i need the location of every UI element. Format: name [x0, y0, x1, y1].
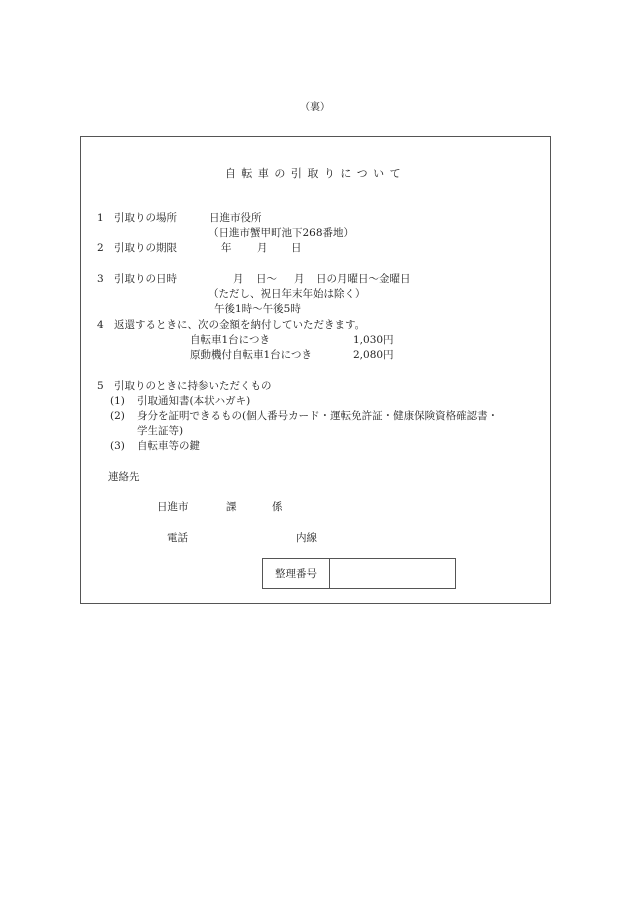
- item5-sub3-number: (3): [110, 440, 125, 452]
- item3-month1: 月: [233, 273, 244, 285]
- item4-fee2-label: 原動機付自転車1台につき: [190, 349, 312, 361]
- item4-fee2-amount: 2,080円: [353, 349, 394, 361]
- item2-day: 日: [291, 242, 302, 254]
- item2-number: 2: [97, 242, 104, 254]
- item2-label: 引取りの期限: [114, 242, 177, 254]
- item1-address: （日進市蟹甲町池下268番地）: [208, 227, 355, 239]
- item5-sub2-text-line2: 学生証等): [137, 425, 184, 437]
- contact-city: 日進市: [157, 501, 189, 513]
- reference-number-box: [262, 558, 456, 589]
- item5-number: 5: [97, 380, 104, 392]
- item3-label: 引取りの日時: [114, 273, 177, 285]
- item1-number: 1: [97, 212, 104, 224]
- item5-sub1-text: 引取通知書(本状ハガキ): [137, 395, 251, 407]
- item4-label: 返還するときに、次の金額を納付していただきます。: [114, 319, 366, 331]
- contact-extension-label: 内線: [296, 532, 317, 544]
- item3-month2: 月: [294, 273, 305, 285]
- item3-day2: 日の月曜日～金曜日: [316, 273, 411, 285]
- document-title: 自転車の引取りについて: [224, 167, 407, 180]
- contact-phone-label: 電話: [167, 532, 188, 544]
- contact-staff: 係: [272, 501, 283, 513]
- item5-sub2-number: (2): [110, 410, 125, 422]
- item4-fee1-label: 自転車1台につき: [190, 334, 270, 346]
- item3-exception: （ただし、祝日年末年始は除く）: [208, 288, 366, 300]
- reference-number-label: 整理番号: [263, 559, 330, 588]
- item3-hours: 午後1時～午後5時: [214, 303, 301, 315]
- item2-year: 年: [221, 242, 232, 254]
- item1-place: 日進市役所: [209, 212, 262, 224]
- item3-day1: 日～: [256, 273, 277, 285]
- item5-label: 引取りのときに持参いただくもの: [114, 380, 272, 392]
- reference-number-value: [330, 559, 455, 588]
- item4-number: 4: [97, 319, 104, 331]
- item5-sub3-text: 自転車等の鍵: [137, 440, 200, 452]
- item4-fee1-amount: 1,030円: [353, 334, 394, 346]
- contact-section: 課: [226, 501, 237, 513]
- item5-sub1-number: (1): [110, 395, 125, 407]
- item5-sub2-text-line1: 身分を証明できるもの(個人番号カード・運転免許証・健康保険資格確認書・: [137, 410, 499, 422]
- item3-number: 3: [97, 273, 104, 285]
- contact-heading: 連絡先: [108, 471, 140, 483]
- item1-label: 引取りの場所: [114, 212, 177, 224]
- side-label: （裏）: [300, 102, 330, 113]
- item2-month: 月: [257, 242, 268, 254]
